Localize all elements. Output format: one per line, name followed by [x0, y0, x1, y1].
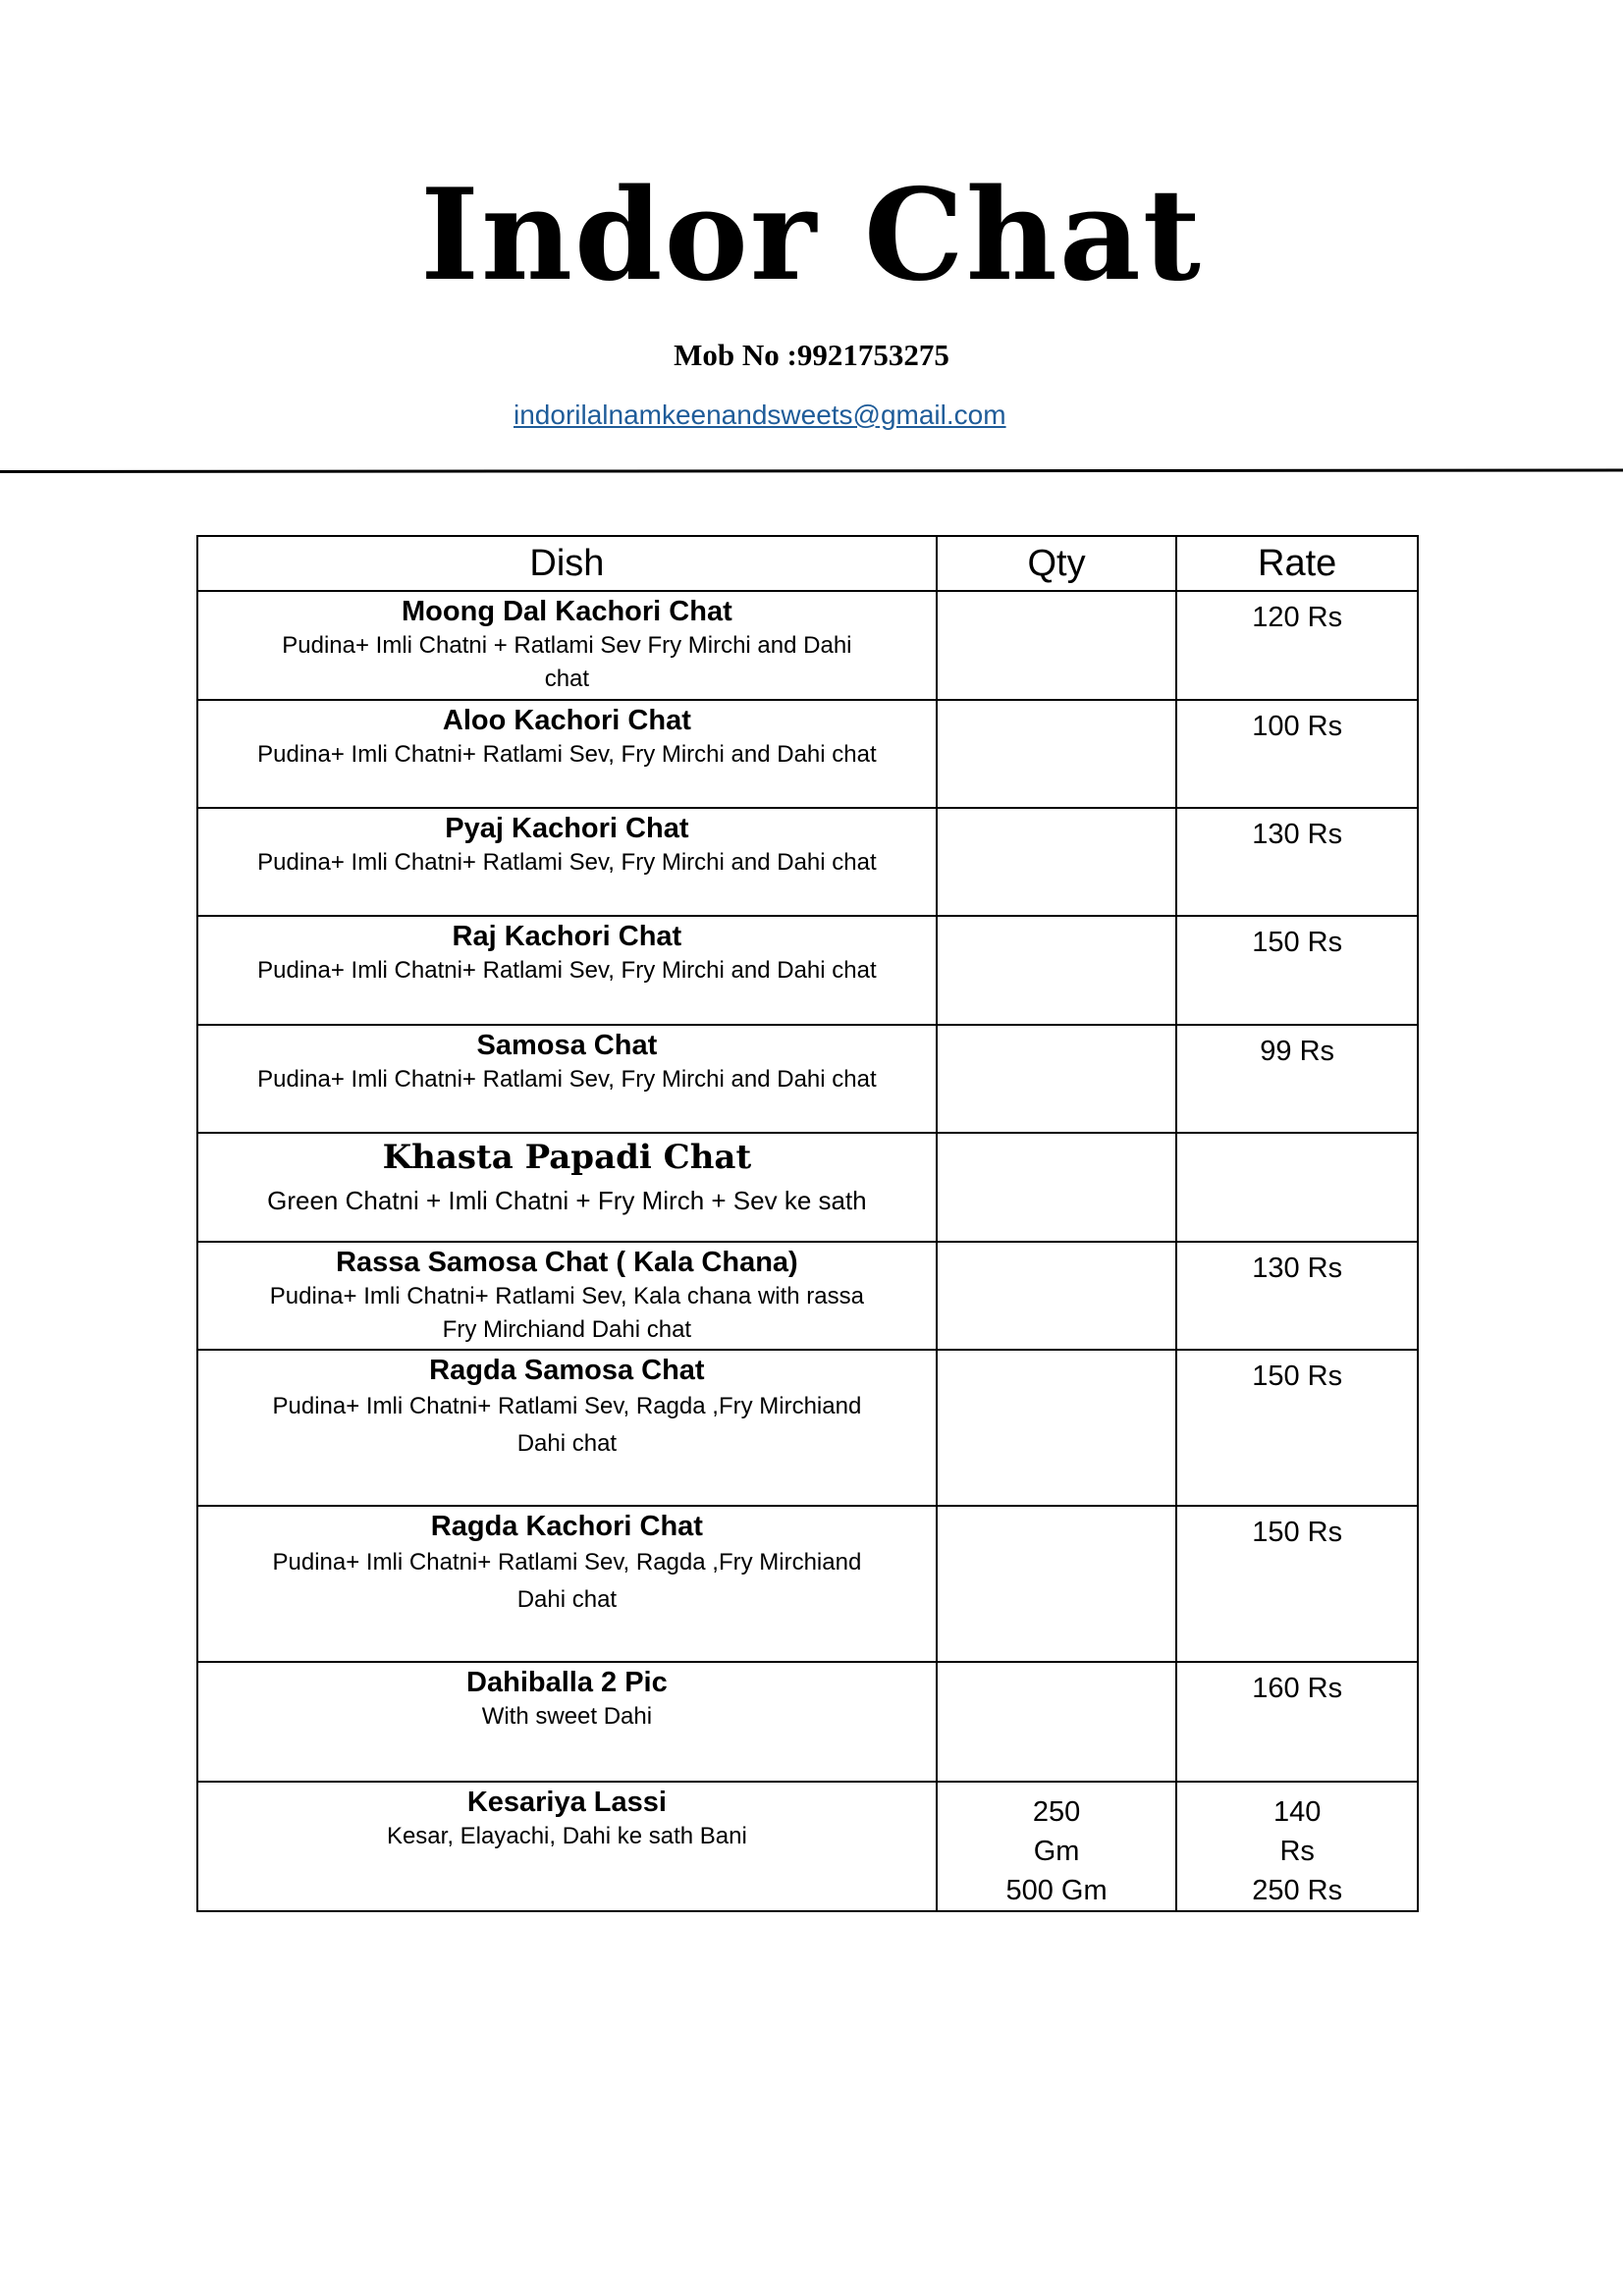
- qty-line: 500 Gm: [1005, 1875, 1108, 1906]
- qty-line: Gm: [1033, 1836, 1080, 1867]
- page-title: Indor Chat: [420, 162, 1203, 309]
- dish-name: Aloo Kachori Chat: [442, 705, 691, 736]
- dish-description: Pudina+ Imli Chatni+ Ratlami Sev, Ragda ,Fry Mirchiand Dahi chat: [272, 1393, 862, 1457]
- rate-value: 150 Rs: [1252, 1517, 1343, 1548]
- rate-value: 150 Rs: [1252, 1361, 1343, 1392]
- qty-cell: [937, 700, 1177, 808]
- rate-lines: [1177, 1792, 1417, 1910]
- dish-name: Samosa Chat: [476, 1030, 658, 1061]
- dish-description: Pudina+ Imli Chatni + Ratlami Sev Fry Mirchi and Dahi chat: [282, 632, 852, 692]
- dish-description: With sweet Dahi: [481, 1703, 653, 1730]
- dish-description: Pudina+ Imli Chatni+ Ratlami Sev, Fry Mirchi and Dahi chat: [257, 741, 877, 768]
- rate-cell: [1176, 1025, 1418, 1133]
- table-row: [197, 808, 1418, 916]
- dish-name: Dahiballa 2 Pic: [466, 1667, 668, 1698]
- rate-cell: [1176, 1242, 1418, 1350]
- rate-cell: [1176, 808, 1418, 916]
- mobile-number: Mob No :9921753275: [674, 338, 949, 372]
- dish-description: Pudina+ Imli Chatni+ Ratlami Sev, Kala chana with rassa Fry Mirchiand Dahi chat: [269, 1283, 864, 1343]
- qty-cell: [937, 1782, 1177, 1911]
- table-row: [197, 1242, 1418, 1350]
- table-row: [197, 1506, 1418, 1662]
- dish-name: Moong Dal Kachori Chat: [402, 596, 732, 627]
- table-row: [197, 700, 1418, 808]
- header-divider: [0, 469, 1623, 473]
- table-header-row: [197, 536, 1418, 591]
- rate-value: 150 Rs: [1252, 927, 1343, 958]
- dish-name: Rassa Samosa Chat ( Kala Chana): [336, 1247, 798, 1278]
- dish-cell: [197, 1133, 937, 1242]
- table-row: [197, 1782, 1418, 1911]
- qty-lines: [938, 1792, 1176, 1910]
- column-header-rate: Rate: [1176, 536, 1418, 591]
- rate-cell: [1176, 916, 1418, 1025]
- dish-cell: [197, 591, 937, 700]
- dish-description: Pudina+ Imli Chatni+ Ratlami Sev, Fry Mirchi and Dahi chat: [257, 849, 877, 876]
- email-link[interactable]: indorilalnamkeenandsweets@gmail.com: [514, 400, 1006, 430]
- dish-description: Pudina+ Imli Chatni+ Ratlami Sev, Fry Mirchi and Dahi chat: [257, 957, 877, 984]
- rate-cell: [1176, 591, 1418, 700]
- rate-cell: [1176, 1133, 1418, 1242]
- dish-cell: [197, 1350, 937, 1506]
- qty-cell: [937, 1025, 1177, 1133]
- dish-name: Pyaj Kachori Chat: [445, 813, 689, 844]
- qty-cell: [937, 1662, 1177, 1782]
- column-header-dish: Dish: [197, 536, 937, 591]
- rate-line: 140: [1272, 1796, 1322, 1828]
- qty-cell: [937, 808, 1177, 916]
- menu-table: [196, 535, 1419, 1912]
- dish-name: Ragda Kachori Chat: [430, 1511, 703, 1542]
- rate-cell: [1176, 1506, 1418, 1662]
- dish-cell: [197, 808, 937, 916]
- dish-cell: [197, 700, 937, 808]
- table-row: [197, 1662, 1418, 1782]
- rate-value: 130 Rs: [1252, 1253, 1343, 1284]
- dish-name: Ragda Samosa Chat: [429, 1355, 705, 1386]
- table-row: [197, 1350, 1418, 1506]
- qty-cell: [937, 1350, 1177, 1506]
- dish-cell: [197, 916, 937, 1025]
- dish-cell: [197, 1782, 937, 1911]
- dish-name: Khasta Papadi Chat: [382, 1138, 752, 1177]
- dish-name: Kesariya Lassi: [466, 1787, 667, 1818]
- dish-description: Kesar, Elayachi, Dahi ke sath Bani: [386, 1823, 747, 1849]
- dish-cell: [197, 1025, 937, 1133]
- dish-cell: [197, 1506, 937, 1662]
- rate-value: 120 Rs: [1252, 602, 1343, 633]
- qty-cell: [937, 1506, 1177, 1662]
- dish-cell: [197, 1662, 937, 1782]
- dish-description: Green Chatni + Imli Chatni + Fry Mirch + Sev ke sath: [267, 1186, 867, 1215]
- qty-cell: [937, 1242, 1177, 1350]
- table-row: [197, 1133, 1418, 1242]
- dish-description: Pudina+ Imli Chatni+ Ratlami Sev, Ragda ,Fry Mirchiand Dahi chat: [272, 1549, 862, 1613]
- rate-value: 100 Rs: [1252, 711, 1343, 742]
- qty-line: 250: [1032, 1796, 1081, 1828]
- column-header-qty: Qty: [937, 536, 1177, 591]
- dish-cell: [197, 1242, 937, 1350]
- rate-line: Rs: [1279, 1836, 1315, 1867]
- rate-value: 160 Rs: [1252, 1673, 1343, 1704]
- rate-cell: [1176, 1782, 1418, 1911]
- rate-cell: [1176, 1662, 1418, 1782]
- rate-value: 99 Rs: [1260, 1036, 1335, 1067]
- table-row: [197, 916, 1418, 1025]
- rate-cell: [1176, 1350, 1418, 1506]
- rate-line: 250 Rs: [1252, 1875, 1343, 1906]
- dish-name: Raj Kachori Chat: [452, 921, 682, 952]
- dish-description: Pudina+ Imli Chatni+ Ratlami Sev, Fry Mirchi and Dahi chat: [257, 1066, 877, 1093]
- rate-value: 130 Rs: [1252, 819, 1343, 850]
- qty-cell: [937, 591, 1177, 700]
- qty-cell: [937, 916, 1177, 1025]
- qty-cell: [937, 1133, 1177, 1242]
- table-row: [197, 1025, 1418, 1133]
- table-row: [197, 591, 1418, 700]
- rate-cell: [1176, 700, 1418, 808]
